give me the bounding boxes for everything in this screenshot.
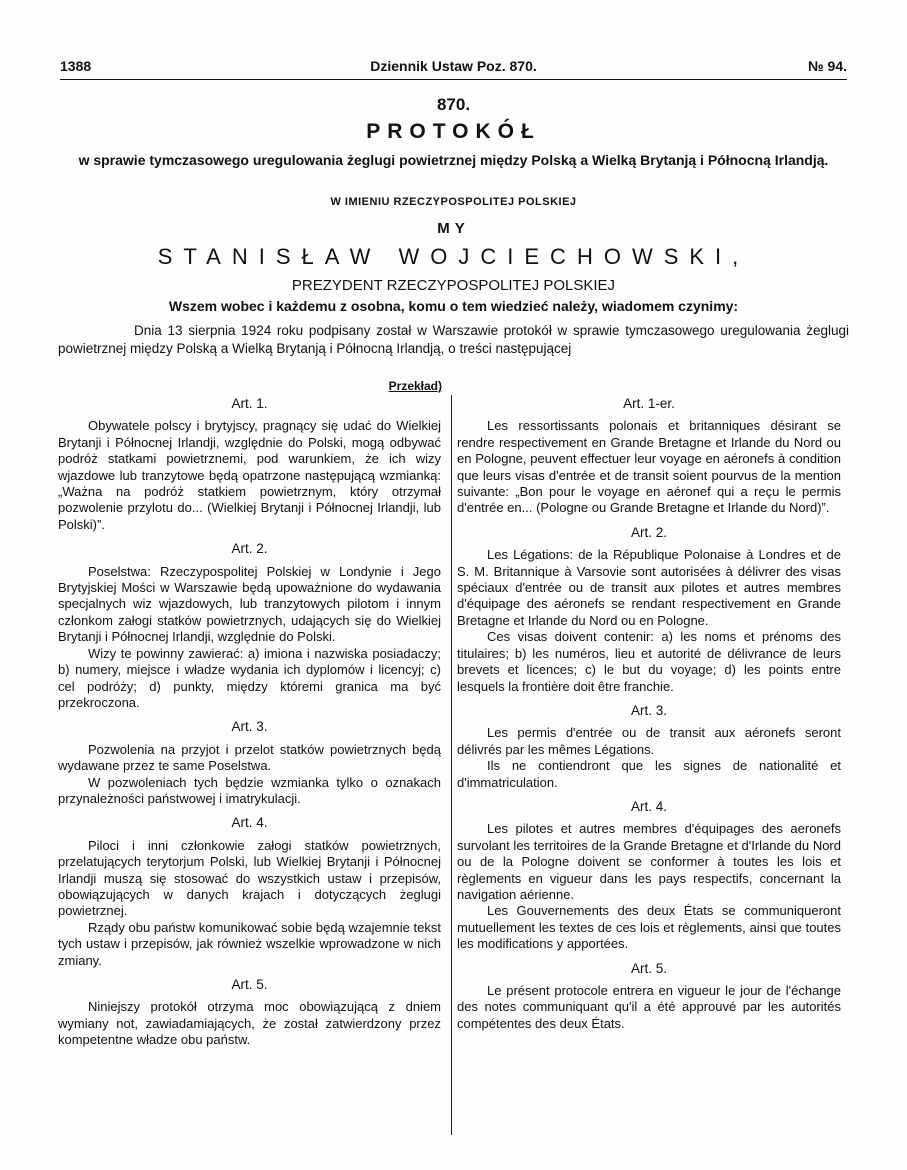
polish-article-paragraph: Rządy obu państw komunikować sobie będą wzajemnie tekst tych ustaw i przepisów, jak również wszelkie wprowadzone w nich zmiany.	[58, 919, 441, 968]
document-title: PROTOKÓŁ	[366, 120, 541, 143]
french-article-paragraph: Les Gouvernements des deux États se communiqueront mutuellement les textes de ces lois et règlements, ainsi que toutes les modifications y apportées.	[457, 903, 841, 952]
article-gap	[457, 791, 841, 799]
polish-article-title: Art. 4.	[231, 815, 268, 831]
polish-article-paragraph: Wizy te powinny zawierać: a) imiona i nazwiska posiadaczy; b) numery, miejsce i władze wydania ich dyplomów i licencyj; c) cel podróży; d) punkty, między któremi granica ma być przekroczona.	[58, 645, 441, 710]
polish-article-title: Art. 1.	[231, 396, 268, 411]
issue-number: № 94.	[808, 58, 847, 74]
french-article-paragraph: Les Légations: de la République Polonaise à Londres et de S. M. Britannique à Varsovie sont autorisées à délivrer des visas spéciaux d'entrée ou de transit aux pilotes et autres membres d'équipage des aéronefs se rendant respectivement en Grande Bretagne et Irlande du Nord ou en Pologne.	[457, 547, 841, 628]
polish-article-title: Art. 3.	[231, 719, 268, 735]
header-rule	[60, 79, 847, 80]
my-line: MY	[437, 220, 470, 237]
polish-article-paragraph: W pozwoleniach tych będzie wzmianka tylko o oznakach przynależności państwowej i imatrykulacji.	[58, 774, 441, 806]
article-gap	[457, 695, 841, 703]
french-article-title: Art. 5.	[630, 960, 667, 976]
running-header	[60, 58, 847, 78]
article-gap	[457, 953, 841, 961]
article-gap	[58, 533, 441, 541]
article-gap	[58, 969, 441, 977]
french-article-paragraph: Le présent protocole entrera en vigueur le jour de l'échange des notes communiquant qu'il a été approuvé par les autorités compétentes des deux États.	[457, 983, 841, 1031]
french-article-paragraph: Ces visas doivent contenir: a) les noms et prénoms des titulaires; b) les numéros, lieu et autorité de délivrance de leurs brevets et licences; c) le but du voyage; d) les points entre lesquels la frontière doit être franchie.	[457, 629, 841, 694]
french-column	[457, 396, 841, 1032]
preamble: Dnia 13 sierpnia 1924 roku podpisany został w Warszawie protokół w sprawie tymczasowego uregulowania żeglugi powietrznej między Polską a Wielką Brytanją i Północną Irlandją, o treści następującej	[58, 323, 849, 356]
president-name: STANISŁAW WOJCIECHOWSKI,	[157, 244, 750, 269]
polish-article-title: Art. 5.	[231, 977, 268, 992]
president-title: PREZYDENT RZECZYPOSPOLITEJ POLSKIEJ	[291, 277, 616, 294]
french-article-title: Art. 3.	[630, 702, 667, 718]
article-gap	[457, 517, 841, 525]
french-article-paragraph: Ils ne contiendront que les signes de nationalité et d'immatriculation.	[457, 758, 841, 790]
document-subtitle: w sprawie tymczasowego uregulowania żeglugi powietrznej między Polską a Wielką Brytanją i Północną Irlandją.	[78, 152, 829, 168]
act-number: 870.	[436, 95, 471, 114]
journal-reference: Dziennik Ustaw Poz. 870.	[370, 58, 537, 74]
polish-column	[58, 396, 441, 1049]
french-article-title: Art. 1-er.	[623, 396, 675, 411]
french-article-paragraph: Les permis d'entrée ou de transit aux aéronefs seront délivrés par les mêmes Légations.	[457, 725, 841, 757]
polish-article-paragraph: Poselstwa: Rzeczypospolitej Polskiej w Londynie i Jego Brytyjskiej Mości w Warszawie będą upoważnione do wydawania specjalnych wiz wjazdowych, lub tranzytowych pilotom i innym członkom załogi statków powietrznych, udających się do Wielkiej Brytanji i Północnej Irlandji, względnie do Polski.	[58, 563, 441, 645]
french-article-title: Art. 2.	[630, 524, 667, 540]
column-divider	[451, 395, 452, 1135]
polish-article-paragraph: Niniejszy protokół otrzyma moc obowiązującą z dniem wymiany not, zawiadamiających, że został zatwierdzony przez kompetentne władze obu państw.	[58, 999, 441, 1048]
translation-label: Przekład)	[388, 379, 442, 393]
polish-article-paragraph: Piloci i inni członkowie załogi statków powietrznych, przelatujących terytorjum Polski, lub Wielkiej Brytanji i Północnej Irlandji muszą się stosować do wszystkich ustaw i przepisów, obowiązujących w danych krajach i dotyczących żeglugi powietrznej.	[58, 837, 441, 919]
french-article-title: Art. 4.	[630, 798, 667, 814]
page-number: 1388	[60, 58, 92, 74]
french-article-paragraph: Les ressortissants polonais et britanniques désirant se rendre respectivement en Grande Bretagne et Irlande du Nord ou en Pologne, peuvent effectuer leur voyage en aéronefs à condition que leurs visas d'entrée et de transit soient pourvus de la mention suivante: „Bon pour le voyage en aéronef qui a reçu le permis d'entrée en... (Pologne ou Grande Bretagne et Irlande du Nord)”.	[457, 418, 841, 516]
announcement: Wszem wobec i każdemu z osobna, komu o tem wiedzieć należy, wiadomem czynimy:	[168, 298, 739, 314]
polish-article-paragraph: Pozwolenia na przyjot i przelot statków powietrznych będą wydawane przez te same Poselstwa.	[58, 741, 441, 774]
article-gap	[58, 807, 441, 815]
french-article-paragraph: Les pilotes et autres membres d'équipages des aeronefs survolant les territoires de la Grande Bretagne et d'Irlande du Nord ou de la Pologne doivent se conformer à toutes les lois et règlements en vigueur dans les pays respectifs, concernant la navigation aérienne.	[457, 821, 841, 902]
polish-article-title: Art. 2.	[231, 541, 268, 557]
article-gap	[58, 711, 441, 719]
in-name-line: W IMIENIU RZECZYPOSPOLITEJ POLSKIEJ	[330, 196, 577, 208]
polish-article-paragraph: Obywatele polscy i brytyjscy, pragnący się udać do Wielkiej Brytanji i Północnej Irlandji, względnie do Polski, mogą odbywać podróż statkami powietrznemi, pod warunkiem, że ich wizy wjazdowe lub tranzytowe będą opatrzone następującą wzmianką: „Ważna na podróż statkiem powietrznym, który otrzymał pozwolenie przylotu do... (Wielkiej Brytanji i Północnej Irlandji, lub Polski)”.	[58, 418, 441, 532]
